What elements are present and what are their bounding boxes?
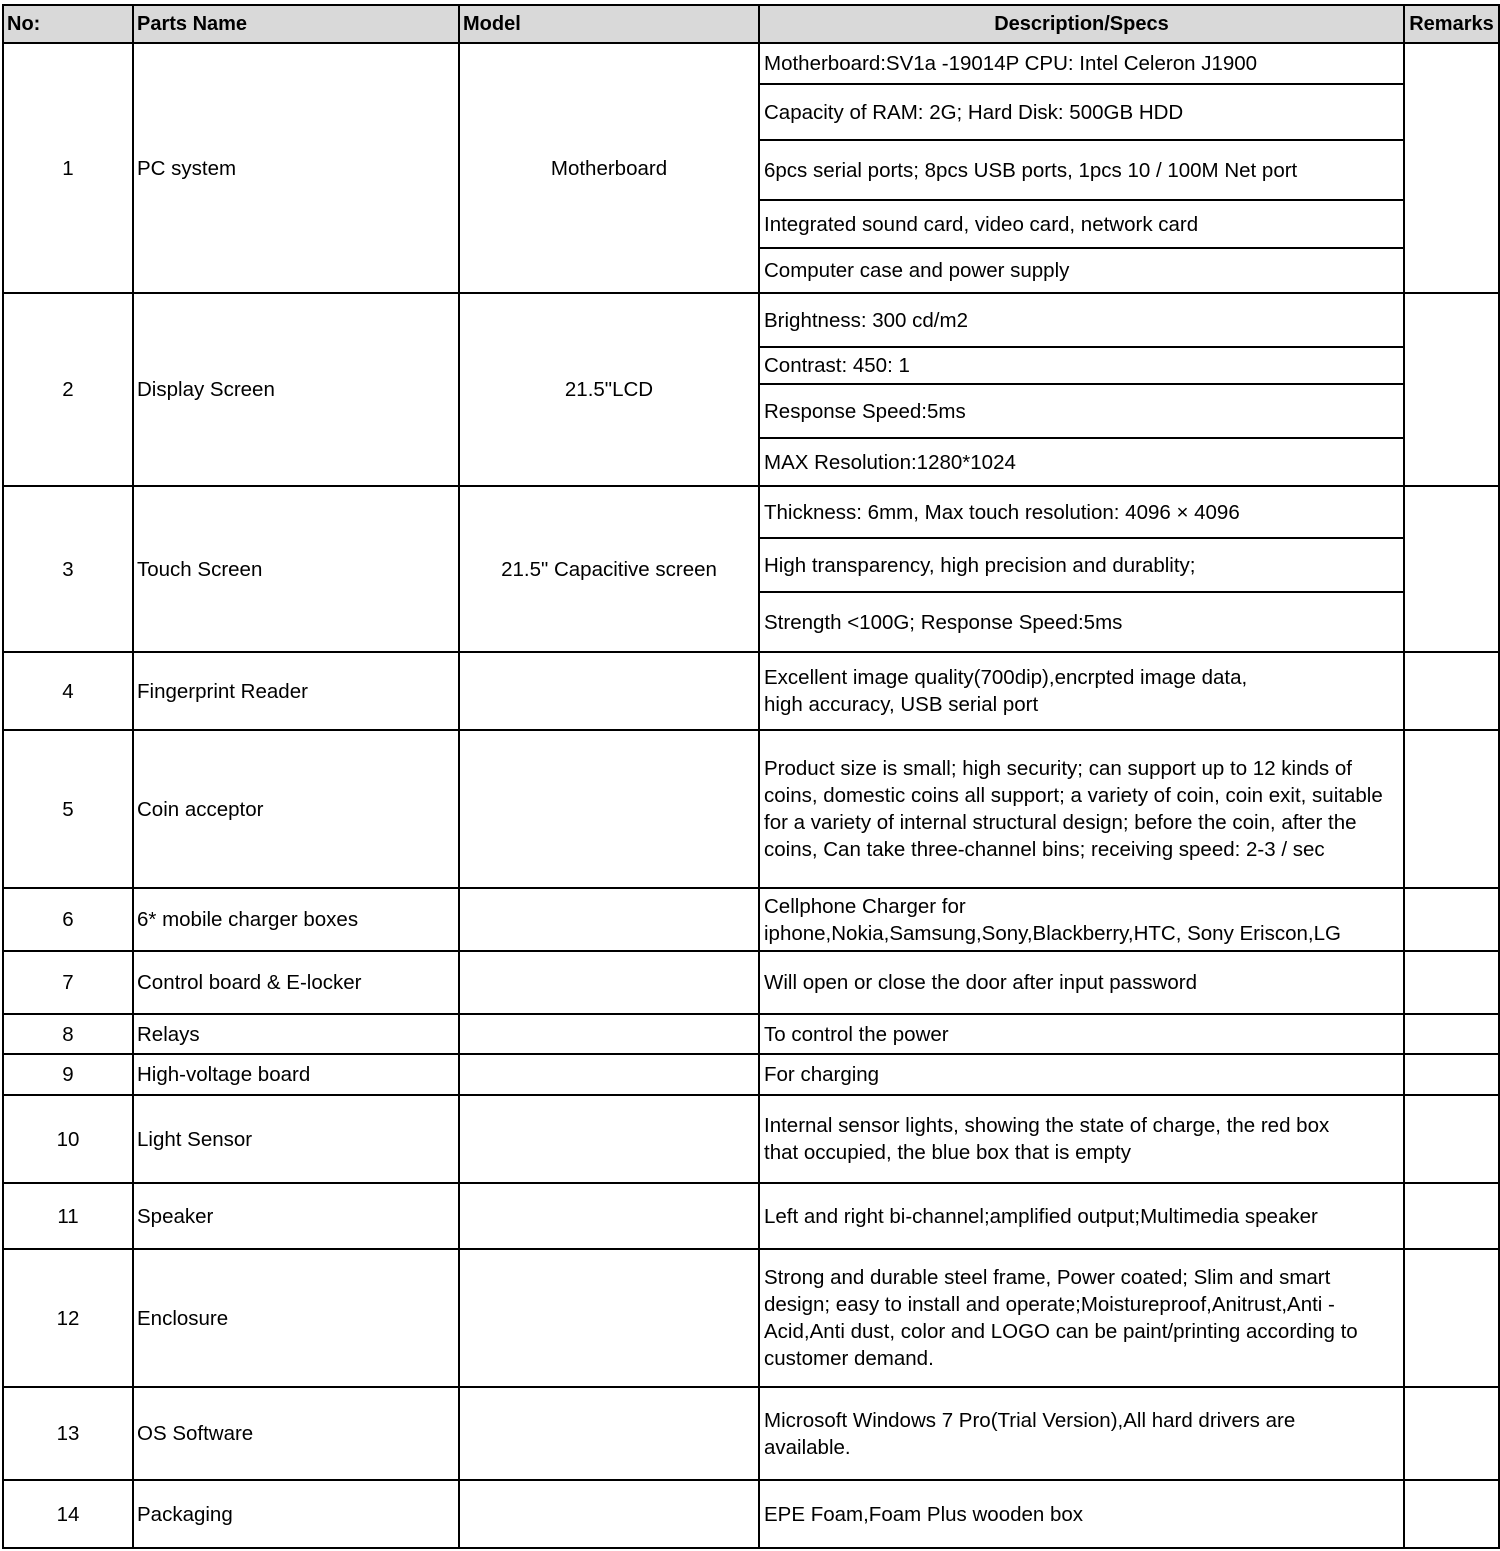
spec-text: Microsoft Windows 7 Pro(Trial Version),All hard drivers are available. [759,1387,1404,1480]
table-row [3,1249,1499,1387]
row-number: 7 [3,951,133,1014]
table-body [3,5,1499,1548]
header-model: Model [459,5,759,43]
spec-text: Integrated sound card, video card, network card [759,200,1404,248]
remarks-cell [1404,888,1499,951]
row-number: 13 [3,1387,133,1480]
parts-spec-table [2,4,1500,1549]
part-name: 6* mobile charger boxes [133,888,459,951]
spec-text: MAX Resolution:1280*1024 [759,438,1404,486]
part-name: Relays [133,1014,459,1054]
part-model [459,1014,759,1054]
part-model [459,1054,759,1095]
part-model [459,652,759,730]
spec-text: For charging [759,1054,1404,1095]
spec-text: Internal sensor lights, showing the state of charge, the red box that occupied, the blue box that is empty [759,1095,1404,1183]
row-number: 12 [3,1249,133,1387]
row-number: 3 [3,486,133,652]
spec-text: Thickness: 6mm, Max touch resolution: 4096 × 4096 [759,486,1404,538]
part-model [459,1249,759,1387]
row-number: 9 [3,1054,133,1095]
table-row [3,888,1499,951]
spec-text: Will open or close the door after input password [759,951,1404,1014]
part-name: Enclosure [133,1249,459,1387]
part-model: 21.5" Capacitive screen [459,486,759,652]
row-number: 6 [3,888,133,951]
remarks-cell [1404,1183,1499,1249]
row-number: 4 [3,652,133,730]
spec-text: To control the power [759,1014,1404,1054]
part-model: Motherboard [459,43,759,293]
spec-text: High transparency, high precision and durablity; [759,538,1404,592]
part-model [459,1480,759,1548]
table-row [3,1183,1499,1249]
remarks-cell [1404,486,1499,652]
part-name: Light Sensor [133,1095,459,1183]
part-name: Display Screen [133,293,459,486]
spec-text: Motherboard:SV1a -19014P CPU: Intel Celeron J1900 [759,43,1404,84]
part-model [459,1183,759,1249]
part-name: PC system [133,43,459,293]
part-name: Control board & E-locker [133,951,459,1014]
remarks-cell [1404,1480,1499,1548]
spec-text: Cellphone Charger for iphone,Nokia,Samsung,Sony,Blackberry,HTC, Sony Eriscon,LG [759,888,1404,951]
remarks-cell [1404,1054,1499,1095]
table-row [3,1387,1499,1480]
spec-text: Excellent image quality(700dip),encrpted image data, high accuracy, USB serial port [759,652,1404,730]
row-number: 8 [3,1014,133,1054]
part-name: Coin acceptor [133,730,459,888]
remarks-cell [1404,730,1499,888]
spec-text: Response Speed:5ms [759,384,1404,438]
table-row [3,293,1499,347]
row-number: 10 [3,1095,133,1183]
spec-text: 6pcs serial ports; 8pcs USB ports, 1pcs 10 / 100M Net port [759,140,1404,200]
header-row [3,5,1499,43]
table-row [3,1095,1499,1183]
table-row [3,1014,1499,1054]
spec-text: Left and right bi-channel;amplified output;Multimedia speaker [759,1183,1404,1249]
table-row [3,1480,1499,1548]
table-row [3,730,1499,888]
spec-text: Strong and durable steel frame, Power coated; Slim and smart design; easy to install and operate;Moistureproof,Anitrust,Anti -Acid,Anti dust, color and LOGO can be paint/printing according to customer demand. [759,1249,1404,1387]
remarks-cell [1404,1014,1499,1054]
spec-text: Computer case and power supply [759,248,1404,293]
part-name: Packaging [133,1480,459,1548]
row-number: 1 [3,43,133,293]
spec-text: Product size is small; high security; can support up to 12 kinds of coins, domestic coins all support; a variety of coin, coin exit, suitable for a variety of internal structural design; before the coin, after the coins, Can take three-channel bins; receiving speed: 2-3 / sec [759,730,1404,888]
row-number: 2 [3,293,133,486]
header-description: Description/Specs [759,5,1404,43]
header-no: No: [3,5,133,43]
table-row [3,951,1499,1014]
part-model [459,888,759,951]
spec-text: EPE Foam,Foam Plus wooden box [759,1480,1404,1548]
spec-text: Contrast: 450: 1 [759,347,1404,384]
table-row [3,652,1499,730]
spec-text: Capacity of RAM: 2G; Hard Disk: 500GB HDD [759,84,1404,140]
remarks-cell [1404,951,1499,1014]
remarks-cell [1404,43,1499,293]
part-model: 21.5"LCD [459,293,759,486]
remarks-cell [1404,1095,1499,1183]
part-name: Speaker [133,1183,459,1249]
row-number: 11 [3,1183,133,1249]
part-name: Touch Screen [133,486,459,652]
part-model [459,1387,759,1480]
part-model [459,1095,759,1183]
table-row [3,43,1499,84]
header-remarks: Remarks [1404,5,1499,43]
row-number: 5 [3,730,133,888]
spec-text: Strength <100G; Response Speed:5ms [759,592,1404,652]
spec-text: Brightness: 300 cd/m2 [759,293,1404,347]
part-model [459,951,759,1014]
remarks-cell [1404,1249,1499,1387]
part-name: OS Software [133,1387,459,1480]
remarks-cell [1404,293,1499,486]
remarks-cell [1404,652,1499,730]
table-row [3,1054,1499,1095]
table-row [3,486,1499,538]
part-name: High-voltage board [133,1054,459,1095]
part-name: Fingerprint Reader [133,652,459,730]
row-number: 14 [3,1480,133,1548]
remarks-cell [1404,1387,1499,1480]
part-model [459,730,759,888]
header-parts-name: Parts Name [133,5,459,43]
